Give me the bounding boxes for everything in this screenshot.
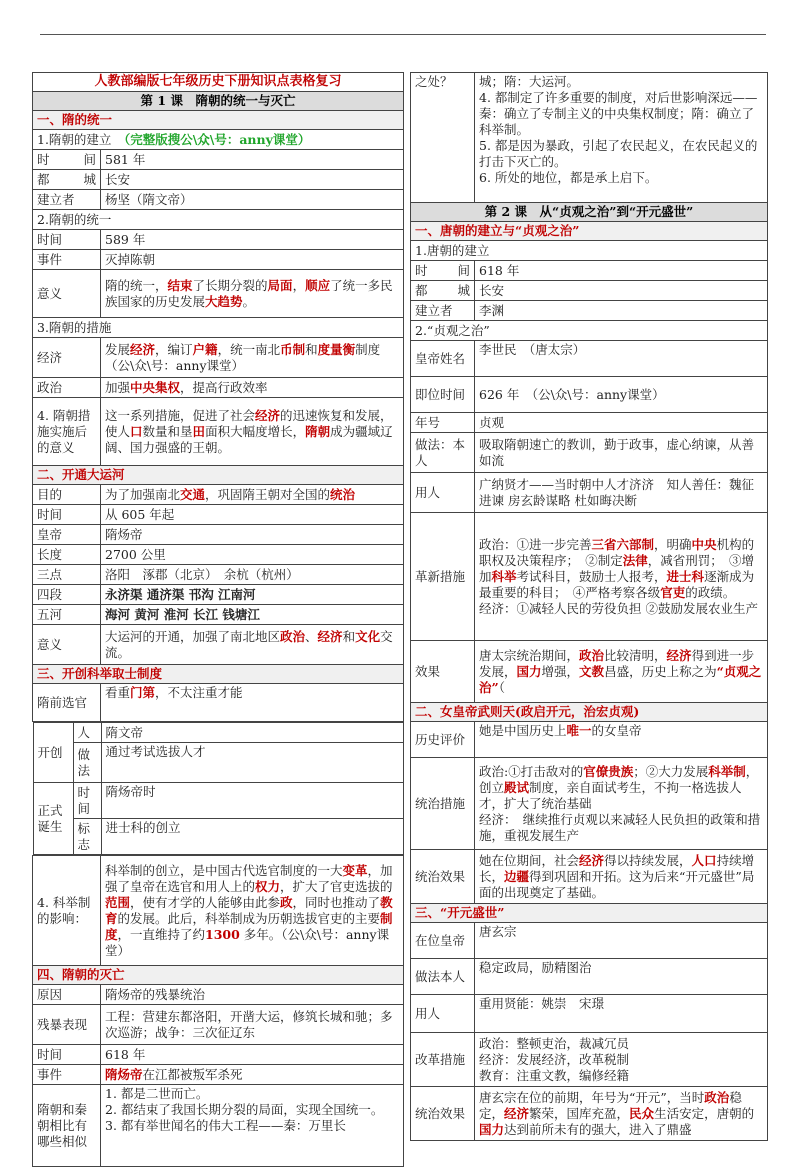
text-span: ，提高行政效率: [180, 379, 268, 395]
text-span: 数量和垦: [142, 423, 193, 439]
text-span: 隋的统一，: [105, 277, 168, 293]
row-value: [101, 1065, 404, 1085]
table-row: [33, 1085, 404, 1167]
table-row: [33, 1065, 404, 1085]
row-key: 时 间: [33, 150, 101, 170]
row-value: [101, 625, 404, 665]
list-item: 5. 都是因为暴政，引起了农民起义，在农民起义的打击下灭亡的。: [479, 138, 758, 169]
row-value: 589 年: [101, 230, 404, 250]
text-span: ，: [292, 277, 306, 293]
highlight: 度量衡: [317, 341, 356, 357]
table-row: [411, 758, 768, 850]
row-key: 历史评价: [411, 722, 475, 758]
row-key: 残暴表现: [33, 1005, 101, 1045]
row-key: 都 城: [411, 281, 475, 301]
table-row: [33, 684, 404, 722]
row-value: 581 年: [101, 150, 404, 170]
list-item: 经济： 继续推行贞观以来减轻人民负担的政策和措施，重视发展生产: [479, 811, 761, 843]
highlight: 文教: [579, 663, 605, 679]
row-value: 长安: [101, 170, 404, 190]
highlight: 田: [192, 423, 206, 439]
row-key: 目的: [33, 485, 101, 505]
text-span: 的发展。此后，科举制成为历朝选拔官吏的主要: [117, 910, 381, 926]
text-span: ，明确: [654, 536, 692, 552]
row-value: 李渊: [475, 301, 768, 321]
highlight: 经济: [579, 852, 605, 868]
highlight: 制度: [105, 910, 393, 942]
row-value: 灭掉陈朝: [101, 250, 404, 270]
row-key: 时 间: [411, 261, 475, 281]
highlight: 口: [130, 423, 143, 439]
row-key: 长度: [33, 545, 101, 565]
row-value: 618 年: [475, 261, 768, 281]
highlight: 范围: [105, 894, 131, 910]
row-key: 4. 科举制的影响：: [33, 856, 101, 966]
row-value: 隋炀帝: [101, 525, 404, 545]
row-key: 政治: [33, 378, 101, 398]
row-value: [475, 641, 768, 703]
row-key: 原因: [33, 985, 101, 1005]
text-span: ，扩大了官吏选拔的: [280, 878, 393, 894]
text-span: ，减省刑罚； ③增加: [479, 552, 755, 584]
text-span: 交流。: [105, 628, 393, 660]
row-value: [101, 684, 404, 722]
table-row: [33, 985, 404, 1005]
highlight: 政: [280, 894, 293, 910]
table-row: [33, 485, 404, 505]
table-row: [33, 505, 404, 525]
text-span: 制度，亲自面试考生，不拘一格选拔人才，扩大了统治基础: [479, 779, 742, 811]
text-span: ，加强了皇帝在选官和用人上的: [105, 862, 393, 894]
row-key: 用人: [411, 473, 475, 513]
section-sui-fall: 四、隋朝的灭亡: [33, 966, 404, 985]
highlight: 交通: [180, 486, 206, 502]
row-value: 隋炀帝的残暴统治: [101, 985, 404, 1005]
table-row: [411, 301, 768, 321]
row-key: 正式诞生: [33, 783, 73, 855]
row-value: [475, 722, 768, 758]
row-key: 之处？: [411, 73, 475, 203]
highlight: 政治: [280, 628, 306, 644]
text-span: 了长期分裂的: [192, 277, 268, 293]
highlight: 文化: [355, 628, 381, 644]
subheading-tang-founding: 1.唐朝的建立: [411, 241, 768, 261]
text-span: 机构的职权及决策程序； ②制定: [479, 536, 755, 568]
row-value: 广纳贤才——当时朝中人才济济 知人善任：魏征进谏 房玄龄谋略 杜如晦决断: [475, 473, 768, 513]
promo-note: （完整版搜公\众\号：anny课堂）: [123, 131, 311, 147]
text-span: 看重: [105, 685, 131, 700]
left-table: [32, 72, 404, 1167]
highlight: 官吏: [660, 584, 686, 600]
list-item: 1. 都是二世而亡。: [105, 1086, 209, 1101]
text-span: 科举制的创立，是中国古代选官制度的一大: [105, 862, 343, 878]
text-span: 逐渐成为最重要的科目； ④严格考察各级: [479, 568, 755, 600]
table-row: [33, 722, 404, 856]
highlight: 顺应: [305, 277, 331, 293]
row-value: 永济渠 通济渠 邗沟 江南河: [101, 585, 404, 605]
right-column: [410, 72, 768, 1141]
highlight: 局面: [267, 277, 293, 293]
text-span: 持续增长，: [479, 852, 755, 884]
row-key: 都 城: [33, 170, 101, 190]
row-value: 618 年: [101, 1045, 404, 1065]
row-subkey: 做法: [73, 743, 101, 783]
list-item: 经济：发展经济，改革税制: [479, 1051, 630, 1067]
table-row: [33, 565, 404, 585]
exam-founding-subtable: [33, 722, 404, 855]
text-span: 昌盛，历史上称之为: [604, 663, 717, 679]
row-key: 隋朝和秦朝相比有哪些相似: [33, 1085, 101, 1167]
text-span: 稳定，: [479, 1089, 742, 1121]
row-key: 革新措施: [411, 513, 475, 641]
row-value: [101, 270, 404, 318]
table-row: [33, 230, 404, 250]
highlight: 政治: [704, 1089, 730, 1105]
section-grand-canal: 二、开通大运河: [33, 466, 404, 485]
text-span: 得到进一步发展，: [479, 647, 755, 679]
text-span: 这一系列措施，促进了社会: [105, 407, 256, 423]
row-key: 做法：本人: [411, 433, 475, 473]
list-item: 4. 都制定了许多重要的制度，对后世影响深远——秦：确立了专制主义的中央集权制度；隋：确立了科举制。: [479, 90, 758, 137]
highlight: 科举: [491, 568, 517, 584]
row-key: 四段: [33, 585, 101, 605]
text-span: 她是中国历史上: [479, 723, 567, 738]
subheading-sui-founding: [33, 130, 404, 150]
row-subkey: 人: [73, 723, 101, 743]
text-span: ，创立: [479, 763, 759, 795]
table-row: [411, 995, 768, 1033]
text-span: 面积大幅度增长，: [205, 423, 306, 439]
row-value: 隋炀帝时: [101, 783, 403, 819]
highlight: 法律: [622, 552, 648, 568]
row-value: 长安: [475, 281, 768, 301]
subheading-zhenguan: 2.“贞观之治”: [411, 321, 768, 341]
document-title: 人教部编版七年级历史下册知识点表格复习: [33, 73, 404, 92]
row-value: 海河 黄河 淮河 长江 钱塘江: [101, 605, 404, 625]
text-span: ，使有才学的人能够由此参: [130, 894, 281, 910]
highlight: 人口: [691, 852, 717, 868]
highlight: 三省六部制: [591, 536, 655, 552]
row-key: 时间: [33, 505, 101, 525]
highlight: 经济: [504, 1105, 530, 1121]
table-row: [33, 856, 404, 966]
text-span: 唐玄宗在位的前期，年号为“开元”，当时: [479, 1089, 705, 1105]
row-key: 事件: [33, 1065, 101, 1085]
row-value: 杨坚（隋文帝）: [101, 190, 404, 210]
table-row: [411, 73, 768, 203]
highlight: 唯一: [566, 723, 592, 738]
highlight: 经济: [130, 341, 156, 357]
subheading-label: 1.隋朝的建立: [37, 131, 112, 147]
highlight: 殿试: [504, 779, 530, 795]
text-span: 得到巩固和开拓。这为后来“开元盛世”局面的出现奠定了基础。: [479, 868, 755, 900]
row-key: 改革措施: [411, 1033, 475, 1087]
table-row: [411, 377, 768, 413]
text-span: ，编订: [155, 341, 193, 357]
section-kaiyuan: 三、“开元盛世”: [411, 904, 768, 923]
row-key: 时间: [33, 1045, 101, 1065]
list-item: 教育：注重文教，编修经籍: [479, 1067, 630, 1083]
row-key: 意义: [33, 270, 101, 318]
table-row: [33, 585, 404, 605]
row-key: 用人: [411, 995, 475, 1033]
row-key: 效果: [411, 641, 475, 703]
table-row: [33, 625, 404, 665]
row-value: 洛阳 涿郡（北京） 余杭（杭州）: [101, 565, 404, 585]
text-span: 了统一多民族国家的历史发展: [105, 277, 393, 309]
highlight: 国力: [479, 1121, 505, 1137]
row-key: 统治效果: [411, 1087, 475, 1141]
text-span: 多年。（公\众\号：anny课堂）: [105, 926, 390, 958]
subheading-sui-unify: 2.隋朝的统一: [33, 210, 404, 230]
highlight: 权力: [255, 878, 281, 894]
highlight: 官僚贵族: [583, 763, 634, 779]
table-row: [411, 433, 768, 473]
table-row: [33, 190, 404, 210]
table-row: [411, 341, 768, 377]
row-value: [101, 398, 404, 466]
list-item: 2. 都结束了我国长期分裂的局面，实现全国统一。: [105, 1102, 384, 1117]
row-value: [101, 485, 404, 505]
text-span: ，不太注重才能: [155, 685, 243, 700]
text-span: 和: [305, 341, 318, 357]
row-key: 在位皇帝: [411, 923, 475, 959]
highlight: 结束: [167, 277, 193, 293]
row-value: [101, 338, 404, 378]
table-row: [411, 261, 768, 281]
text-span: 成为疆域辽阔、国力强盛的王朝。: [105, 423, 393, 455]
row-value: 唐玄宗: [475, 923, 768, 959]
highlight: 中央: [691, 536, 717, 552]
highlight: “贞观之治”: [479, 663, 762, 695]
text-span: 为了加强南北: [105, 486, 181, 502]
row-value: 从 605 年起: [101, 505, 404, 525]
text-span: 和: [342, 628, 356, 644]
table-row: [33, 398, 404, 466]
text-span: 、: [305, 628, 318, 644]
table-row: [411, 923, 768, 959]
text-span: 达到前所未有的强大，进入了鼎盛: [504, 1121, 692, 1137]
row-key: 即位时间: [411, 377, 475, 413]
text-span: 唐太宗统治期间，: [479, 647, 580, 663]
highlight: 隋炀帝: [105, 1066, 143, 1082]
highlight: 变革: [342, 862, 368, 878]
text-span: 在江都被叛军杀死: [142, 1066, 243, 1082]
list-item: 城；隋：大运河。: [479, 74, 580, 89]
text-span: ，巩固隋王朝对全国的: [205, 486, 331, 502]
table-row: [33, 250, 404, 270]
lesson-2-title: 第 2 课 从“贞观之治”到“开元盛世”: [411, 203, 768, 222]
row-key: 4. 隋朝措施实施后的意义: [33, 398, 101, 466]
list-item: 3. 都有举世闻名的伟大工程——秦：万里长: [105, 1118, 346, 1133]
row-value: [475, 1033, 768, 1087]
table-row: [33, 545, 404, 565]
table-row: [33, 270, 404, 318]
highlight: 大趋势: [205, 293, 243, 309]
lesson-1-title: 第 1 课 隋朝的统一与灭亡: [33, 92, 404, 111]
table-row: [33, 605, 404, 625]
row-key: 皇帝姓名: [411, 341, 475, 377]
row-value: 重用贤能：姚崇 宋璟: [475, 995, 768, 1033]
text-span: 生活安定，唐朝的: [654, 1105, 755, 1121]
text-span: 大运河的开通，加强了南北地区: [105, 628, 281, 644]
section-sui-unification: 一、隋的统一: [33, 111, 404, 130]
table-row: [411, 513, 768, 641]
highlight: 门第: [130, 685, 156, 700]
text-span: ，统一南北: [217, 341, 281, 357]
table-row: [411, 281, 768, 301]
list-item: 经济：①减轻人民的劳役负担 ②鼓励发展农业生产: [479, 600, 758, 616]
table-row: [411, 641, 768, 703]
section-wu-zetian: 二、女皇帝武则天(政启开元，治宏贞观): [411, 703, 768, 722]
page-top-rule: [40, 34, 766, 35]
table-row: [33, 338, 404, 378]
list-item: 政治：整顿吏治，裁减冗员: [479, 1035, 630, 1051]
row-value: [101, 1085, 404, 1167]
row-key: 意义: [33, 625, 101, 665]
highlight: 经济: [317, 628, 343, 644]
text-span: 得以持续发展，: [604, 852, 692, 868]
highlight: 经济: [255, 407, 281, 423]
row-value: [101, 856, 404, 966]
row-key: 做法本人: [411, 959, 475, 995]
text-span: ，同时也推动了: [292, 894, 381, 910]
row-value: 贞观: [475, 413, 768, 433]
highlight: 经济: [666, 647, 692, 663]
table-row: [411, 413, 768, 433]
row-key: 建立者: [33, 190, 101, 210]
row-subkey: 时间: [73, 783, 101, 819]
text-span: （: [498, 679, 505, 695]
row-key: 皇帝: [33, 525, 101, 545]
section-tang-founding: 一、唐朝的建立与“贞观之治”: [411, 222, 768, 241]
row-value: 通过考试选拔人才: [101, 743, 403, 783]
highlight: 1300: [205, 926, 240, 942]
row-key: 统治措施: [411, 758, 475, 850]
table-row: [411, 473, 768, 513]
row-value: 工程：营建东都洛阳，开凿大运，修筑长城和驰；多次巡游；战争：三次征辽东: [101, 1005, 404, 1045]
subheading-sui-measures: 3.隋朝的措施: [33, 318, 404, 338]
row-value: [101, 378, 404, 398]
highlight: 民众: [629, 1105, 655, 1121]
table-row: [411, 1087, 768, 1141]
highlight: 边疆: [504, 868, 530, 884]
row-value: 吸取隋朝速亡的教训，勤于政事，虚心纳谏，从善如流: [475, 433, 768, 473]
section-imperial-exam: 三、开创科举取士制度: [33, 665, 404, 684]
row-key: 经济: [33, 338, 101, 378]
text-span: 考试科目，鼓励士人报考，: [516, 568, 667, 584]
list-item: 6. 所处的地位，都是承上启下。: [479, 170, 658, 185]
highlight: 科举制: [708, 763, 746, 779]
row-key: 统治效果: [411, 850, 475, 904]
table-row: [33, 1045, 404, 1065]
highlight: 进士科: [666, 568, 705, 584]
row-value: 隋文帝: [101, 723, 403, 743]
highlight: 隋朝: [305, 423, 331, 439]
table-row: [33, 1005, 404, 1045]
text-span: 比较清明，: [604, 647, 667, 663]
row-key: 开创: [33, 723, 73, 783]
right-table: [410, 72, 768, 1141]
text-span: 的政绩。: [685, 584, 736, 600]
table-row: [411, 1033, 768, 1087]
row-value: [475, 73, 768, 203]
highlight: 教育: [105, 894, 393, 926]
row-value: 626 年 （公\众\号：anny课堂）: [475, 377, 768, 413]
text-span: 的女皇帝: [591, 723, 642, 738]
table-row: [33, 525, 404, 545]
text-span: 制度（公\众\号：anny课堂）: [105, 341, 381, 373]
table-row: [411, 722, 768, 758]
text-span: 她在位期间，社会: [479, 852, 580, 868]
table-row: [33, 150, 404, 170]
text-span: 政治：①进一步完善: [479, 536, 592, 552]
row-value: 李世民 （唐太宗）: [475, 341, 768, 377]
row-key: 建立者: [411, 301, 475, 321]
text-span: 加强: [105, 379, 131, 395]
row-value: 稳定政局，励精图治: [475, 959, 768, 995]
text-span: 增强，: [541, 663, 580, 679]
row-value: [475, 1087, 768, 1141]
text-span: 的迅速恢复和发展，使人: [105, 407, 393, 439]
highlight: 币制: [280, 341, 306, 357]
text-span: 。: [242, 293, 256, 309]
row-value: [475, 758, 768, 850]
row-key: 时间: [33, 230, 101, 250]
left-column: [32, 72, 404, 1167]
text-span: 繁荣，国库充盈，: [529, 1105, 630, 1121]
highlight: 户籍: [192, 341, 218, 357]
highlight: 中央集权: [130, 379, 181, 395]
highlight: 国力: [516, 663, 542, 679]
table-row: [411, 959, 768, 995]
row-value: 进士科的创立: [101, 819, 403, 855]
row-value: 2700 公里: [101, 545, 404, 565]
highlight: 政治: [579, 647, 605, 663]
text-span: ；②大力发展: [633, 763, 709, 779]
table-row: [411, 850, 768, 904]
row-subkey: 标志: [73, 819, 101, 855]
row-key: 隋前选官: [33, 684, 101, 722]
row-key: 年号: [411, 413, 475, 433]
row-key: 事件: [33, 250, 101, 270]
text-span: ，一直维持了约: [117, 926, 206, 942]
table-row: [33, 378, 404, 398]
row-key: 三点: [33, 565, 101, 585]
text-span: 政治:①打击敌对的: [479, 763, 584, 779]
row-value: [475, 850, 768, 904]
table-row: [33, 170, 404, 190]
row-key: 五河: [33, 605, 101, 625]
text-span: 发展: [105, 341, 131, 357]
row-value: [475, 513, 768, 641]
highlight: 统治: [330, 486, 356, 502]
